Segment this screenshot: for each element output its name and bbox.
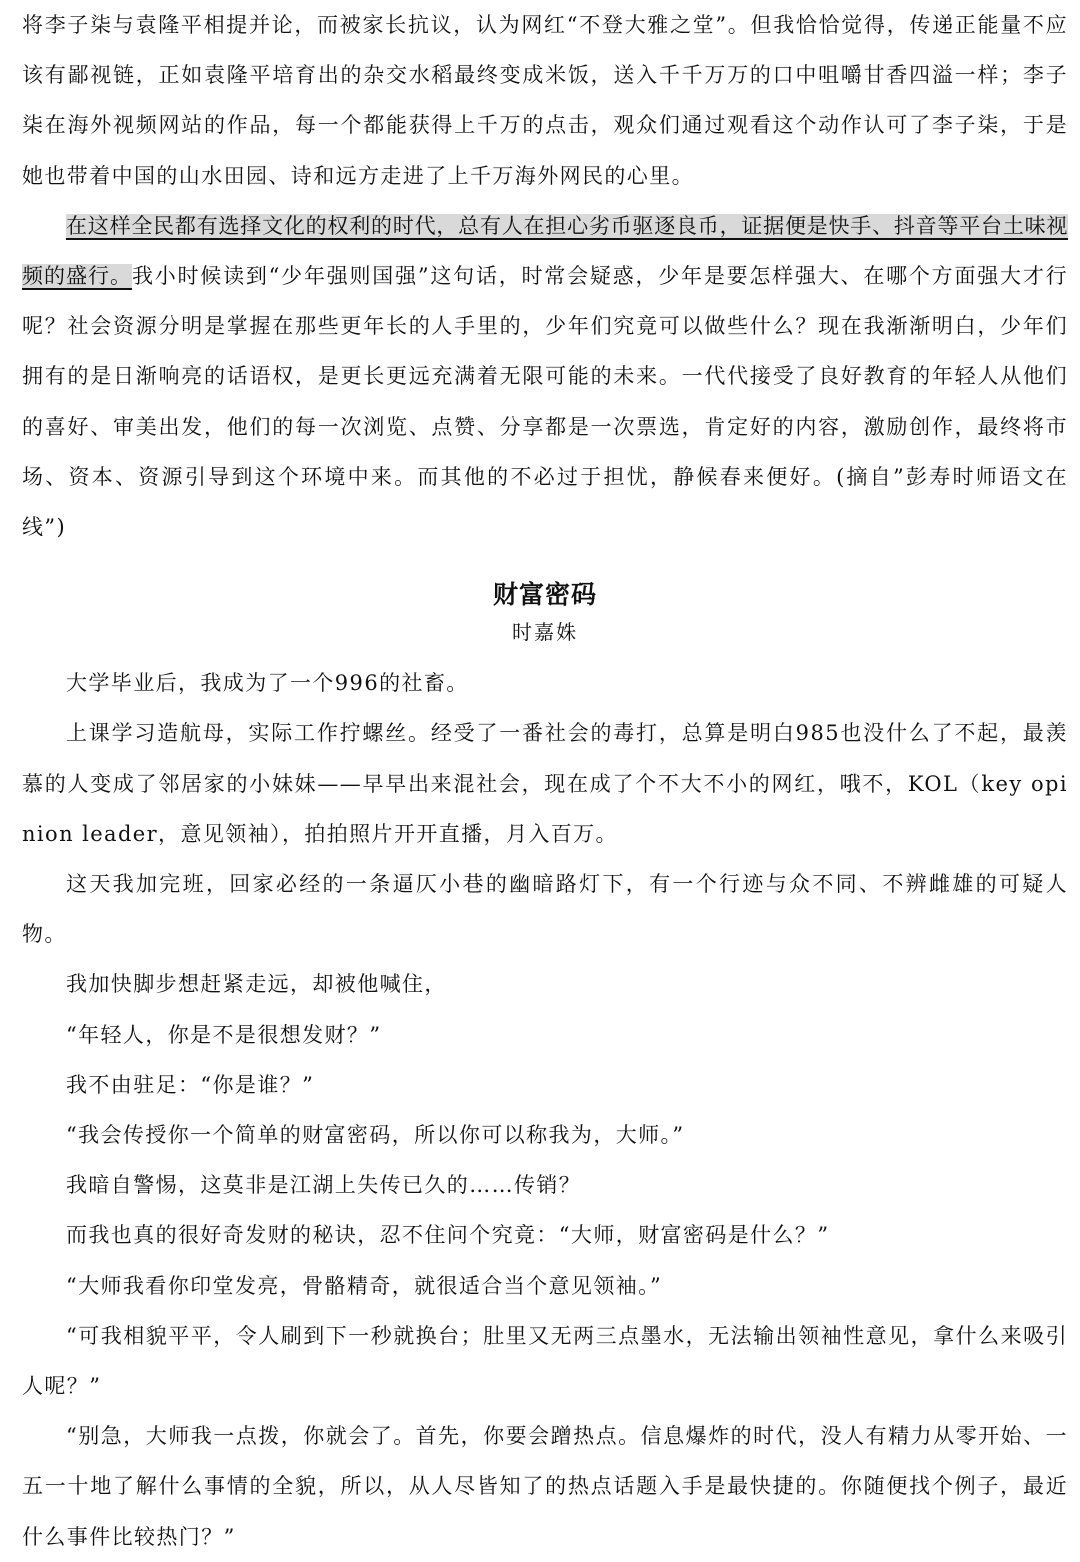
article-header	[22, 578, 1068, 652]
paragraph-body: 我小时候读到“少年强则国强”这句话，时常会疑惑，少年是要怎样强大、在哪个方面强大才行呢？社会资源分明是掌握在那些更年长的人手里的，少年们究竟可以做些什么？现在我渐渐明白，少年们拥有的是日渐响亮的话语权，是更长更远充满着无限可能的未来。一代代接受了良好教育的年轻人从他们的喜好、审美出发，他们的每一次浏览、点赞、分享都是一次票选，肯定好的内容，激励创作，最终将市场、资本、资源引导到这个环境中来。而其他的不必过于担忧，静候春来便好。(摘自”彭寿时师语文在线”)	[22, 264, 1068, 540]
article-paragraph: 我加快脚步想赶紧走远，却被他喊住，	[66, 972, 447, 997]
article-title	[493, 578, 597, 612]
article-paragraph: 我暗自警惕，这莫非是江湖上失传已久的……传销？	[66, 1173, 582, 1198]
article-paragraph: “大师我看你印堂发亮，骨骼精奇，就很适合当个意见领袖。”	[66, 1273, 663, 1298]
article-paragraph: “别急，大师我一点拨，你就会了。首先，你要会蹭热点。信息爆炸的时代，没人有精力从零开始、一五一十地了解什么事情的全貌，所以，从人尽皆知了的热点话题入手是最快捷的。你随便找个例子，最近什么事件比较热门？”	[22, 1424, 1068, 1549]
article-author: 时嘉姝	[512, 620, 578, 645]
article-paragraph: “年轻人，你是不是很想发财？”	[66, 1022, 382, 1047]
article-paragraph: 上课学习造航母，实际工作拧螺丝。经受了一番社会的毒打，总算是明白985也没什么了不起，最羡慕的人变成了邻居家的小妹妹——早早出来混社会，现在成了个不大不小的网红，哦不，KOL（key opinion leader，意见领袖），拍拍照片开开直播，月入百万。	[22, 721, 1068, 846]
article-paragraph: “我会传授你一个简单的财富密码，所以你可以称我为，大师。”	[66, 1123, 685, 1148]
article-paragraph: 大学毕业后，我成为了一个996的社畜。	[66, 671, 469, 696]
article-paragraph: 我不由驻足：“你是谁？”	[66, 1072, 315, 1097]
paragraph-highlighted	[22, 201, 1068, 552]
article-title-text: 财富密码	[492, 580, 597, 610]
article-paragraph: 这天我加完班，回家必经的一条逼仄小巷的幽暗路灯下，有一个行迹与众不同、不辨雌雄的可疑人物。	[22, 872, 1068, 947]
article-paragraph: “可我相貌平平，令人刷到下一秒就换台；肚里又无两三点墨水，无法输出领袖性意见，拿什么来吸引人呢？”	[22, 1323, 1068, 1399]
article-paragraph: 而我也真的很好奇发财的秘诀，忍不住问个究竟：“大师，财富密码是什么？”	[66, 1223, 830, 1248]
highlighted-sentence: 在这样全民都有选择文化的权利的时代，总有人在担心劣币驱逐良币，证据便是快手、抖音等平台土味视频的盛行。	[22, 213, 1068, 289]
document-page	[22, 0, 1068, 1562]
paragraph-continued: 将李子柒与袁隆平相提并论，而被家长抗议，认为网红“不登大雅之堂”。但我恰恰觉得，传递正能量不应该有鄙视链，正如袁隆平培育出的杂交水稻最终变成米饭，送入千千万万的口中咀嚼甘香四溢一样；李子柒在海外视频网站的作品，每一个都能获得上千万的点击，观众们通过观看这个动作认可了李子柒，于是她也带着中国的山水田园、诗和远方走进了上千万海外网民的心里。	[22, 13, 1068, 188]
